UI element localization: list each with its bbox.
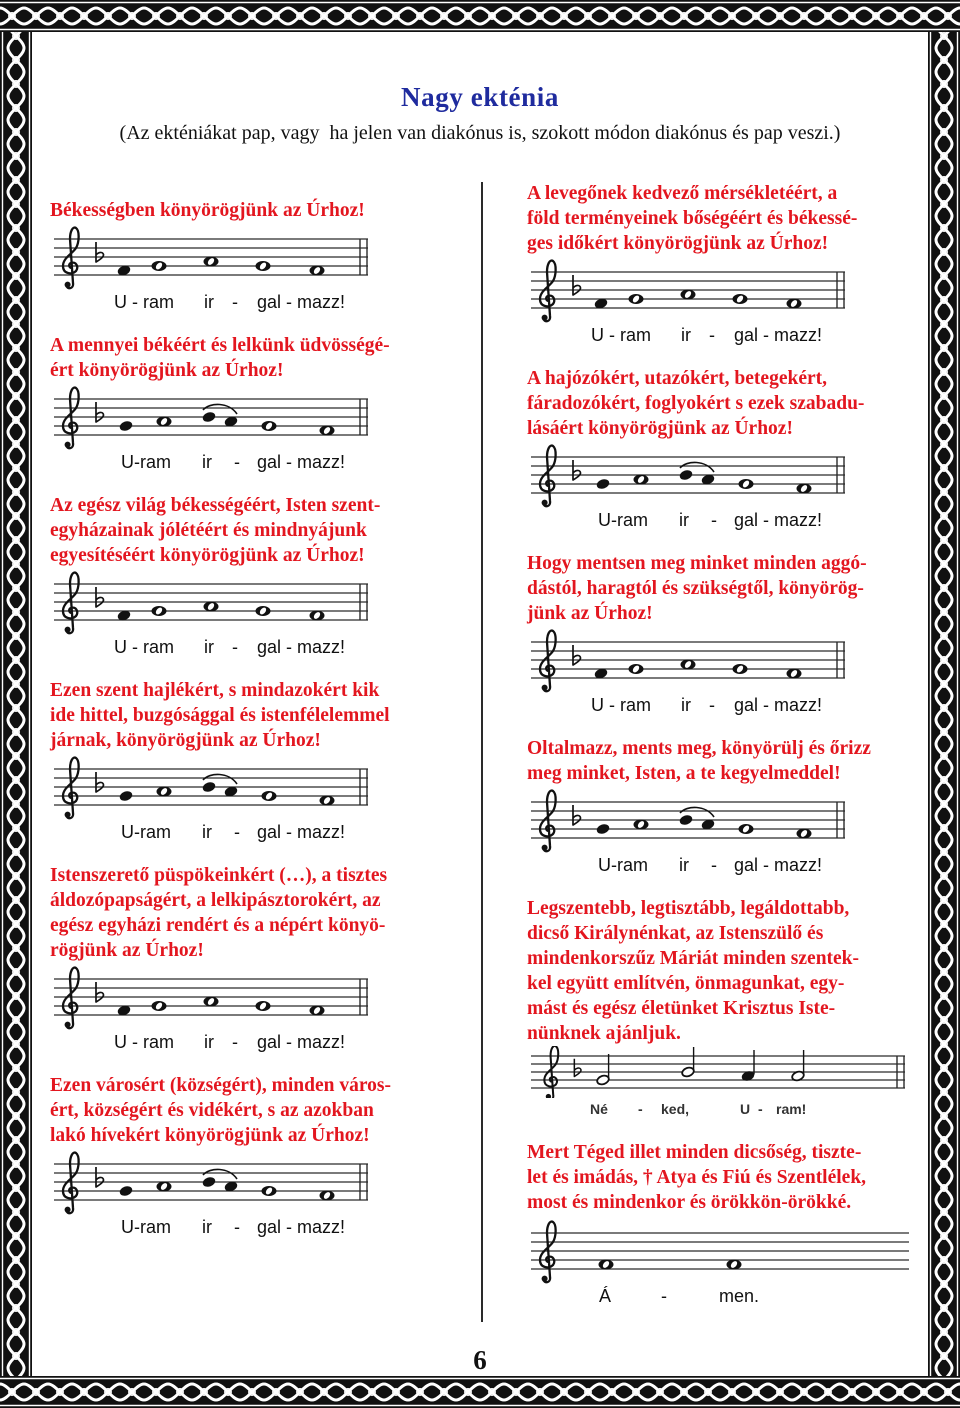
lyric-syllable: ir [202,1217,212,1237]
music-staff-block [531,626,922,694]
note [678,469,693,482]
petition-text-line: egyesítéséért könyörögjünk az Úrhoz! [50,545,365,566]
left-column [50,198,470,1258]
border-bottom [0,1376,960,1408]
petition-text-line: ges időkért könyörögjünk az Úrhoz! [527,233,829,254]
music-staff [54,223,372,291]
flat-sign-icon [96,587,104,607]
lyrics-line [54,1216,470,1238]
music-staff [531,1046,908,1098]
lyrics-line [531,509,922,531]
note [681,290,696,300]
note [201,781,216,794]
petition-text [527,181,922,256]
petition-text-line: egész egyházi rendért és a népért könyö- [50,915,386,936]
page-subtitle: (Az ekténiákat pap, vagy ha jelen van diakónus is, szokott módon diakónus és pap veszi.) [119,122,841,144]
note [320,796,335,806]
petition-text-line: let és imádás, † Atya és Fiú és Szentlélek, [527,1167,867,1188]
note [596,1054,610,1086]
music-staff-block [54,753,470,821]
lyric-syllable: - [234,822,240,842]
music-staff-block [531,1215,922,1285]
music-staff-block [54,568,470,636]
note [310,611,325,621]
treble-clef-icon [63,388,79,449]
treble-clef-icon [540,791,556,852]
lyric-syllable: - [232,292,238,312]
lyric-syllable: gal - mazz! [257,637,346,657]
lyric-syllable: ir [679,510,689,530]
flat-sign-icon [573,460,581,480]
petition-text-line: Az egész világ békességéért, Isten szent- [50,495,381,516]
note [320,1191,335,1201]
petition [527,551,922,716]
right-column [527,181,922,1327]
note [118,1185,133,1198]
slur [680,462,714,472]
flat-sign-icon [96,982,104,1002]
music-staff [54,568,372,636]
music-staff [54,963,372,1031]
petition [527,896,922,1120]
lyric-syllable: ir [679,855,689,875]
note [152,1001,167,1011]
lyrics-line [531,694,922,716]
lyric-syllable: - [711,510,717,530]
music-staff-block [531,786,922,854]
flat-sign-icon [96,772,104,792]
lyric-syllable: U-ram [121,1217,171,1237]
lyric-syllable: gal - mazz! [734,695,823,715]
treble-clef-icon [63,1153,79,1214]
lyric-syllable: - [711,855,717,875]
music-staff [54,753,372,821]
note [157,787,172,797]
note [262,421,277,431]
petition-text-line: mindenkorszűz Máriát minden szentek- [527,948,860,969]
petition-text [527,1140,922,1215]
treble-clef-icon [63,968,79,1029]
flat-sign-icon [573,275,581,295]
lyrics-line [54,291,470,313]
note [629,664,644,674]
note [320,426,335,436]
lyrics-line [531,1285,922,1307]
music-staff [531,441,849,509]
lyric-syllable: U - ram [591,325,651,345]
petition-text-line: most és mindenkor és örökkön-örökké. [527,1192,852,1213]
note [739,824,754,834]
note [256,261,271,271]
treble-clef-icon [63,228,79,289]
music-staff [531,1215,911,1285]
note [733,294,748,304]
lyric-syllable: gal - mazz! [734,325,823,345]
lyric-syllable: ir [681,695,691,715]
music-staff [531,786,849,854]
petition [50,1073,470,1238]
lyric-syllable: gal - mazz! [734,510,823,530]
lyric-syllable: ir [204,1032,214,1052]
note [629,294,644,304]
petition-text-line: Békességben könyörögjünk az Úrhoz! [50,200,365,221]
column-divider [481,182,483,1322]
petition [527,181,922,346]
lyric-syllable: U - ram [114,1032,174,1052]
music-staff-block [531,441,922,509]
border-right [928,32,960,1376]
petition-text-line: ért, községért és vidékért, s az azokban [50,1100,374,1121]
slur [203,1169,237,1179]
music-staff-block [54,223,470,291]
note [787,299,802,309]
petition-text-line: ide hittel, buzgósággal és istenfélelemmel [50,705,390,726]
lyric-syllable: - [661,1286,667,1306]
slur [203,404,237,414]
petition-text [527,736,922,786]
note [678,814,693,827]
petition-text [50,1073,470,1148]
petition-text-line: áldozópapságért, a lelkipásztorokért, az [50,890,381,911]
flat-sign-icon [96,1167,104,1187]
lyric-syllable: ked, [661,1101,690,1117]
note [797,829,812,839]
lyric-syllable: gal - mazz! [734,855,823,875]
lyric-syllable: gal - mazz! [257,1217,346,1237]
lyric-syllable: gal - mazz! [257,452,346,472]
lyric-syllable: - [758,1101,763,1117]
petition [50,863,470,1053]
slur [680,807,714,817]
flat-sign-icon [574,1059,581,1077]
staff-lines [531,1233,909,1269]
music-staff-block [54,383,470,451]
lyric-syllable: - [709,695,715,715]
note [262,791,277,801]
petition-text-line: nünknek ajánljuk. [527,1023,681,1044]
treble-clef-icon [63,758,79,819]
note [727,1260,742,1270]
lyric-syllable: ram! [776,1101,807,1117]
note [310,266,325,276]
treble-clef-icon [540,631,556,692]
lyrics-line [531,324,922,346]
note [201,411,216,424]
petition [527,366,922,531]
petition-text [50,198,470,223]
page-title: Nagy ekténia [401,82,559,112]
note [595,478,610,491]
music-staff-block [54,1148,470,1216]
border-top [0,0,960,32]
flat-sign-icon [96,402,104,422]
petition [527,736,922,876]
lyric-syllable: U [740,1101,751,1117]
lyric-syllable: U - ram [591,695,651,715]
petition-text-line: fáradozókért, foglyokért s ezek szabadu- [527,393,865,414]
note [733,664,748,674]
petition-text-line: dicső Királynénkat, az Istenszülő és [527,923,824,944]
flat-sign-icon [96,242,104,262]
petition-text-line: föld terményeinek bőségéért és békessé- [527,208,858,229]
petition [50,678,470,843]
note [204,602,219,612]
lyric-syllable: ir [204,637,214,657]
note [201,1176,216,1189]
lyric-syllable: U - ram [114,292,174,312]
petition-text-line: dástól, haragtól és szükségtől, könyörög- [527,578,864,599]
note [791,1050,805,1082]
note [595,823,610,836]
music-staff-block [54,963,470,1031]
petition-text-line: kel együtt említvén, önmagunkat, egy- [527,973,845,994]
note [739,479,754,489]
lyric-syllable: gal - mazz! [257,822,346,842]
lyrics-line [54,636,470,658]
music-staff-block [531,256,922,324]
lyric-syllable: - [234,452,240,472]
petition [50,198,470,313]
lyric-syllable: Á [599,1286,612,1306]
note [204,997,219,1007]
petition-text-line: lakó hívekért könyörögjünk az Úrhoz! [50,1125,370,1146]
petition-text-line: ért könyörögjünk az Úrhoz! [50,360,284,381]
music-staff [54,1148,372,1216]
lyrics-line [531,854,922,876]
petition-text-line: A mennyei békéért és lelkünk üdvösségé- [50,335,390,356]
lyrics-line [531,1098,922,1120]
note [310,1006,325,1016]
staff-lines [531,1056,905,1088]
lyric-syllable: ir [681,325,691,345]
petition-text-line: járnak, könyörögjünk az Úrhoz! [50,730,321,751]
petition-text-line: jünk az Úrhoz! [527,603,653,624]
petition-text [50,863,470,963]
note [118,790,133,803]
petition-text-line: Ezen szent hajlékért, s mindazokért kik [50,680,380,701]
lyric-syllable: U - ram [114,637,174,657]
petition-text [50,333,470,383]
petition-text [527,896,922,1046]
lyric-syllable: ir [204,292,214,312]
note [787,669,802,679]
note [262,1186,277,1196]
petition-text-line: Istenszerető püspökeinkért (…), a tisztes [50,865,388,886]
slur [203,774,237,784]
lyric-syllable: gal - mazz! [257,1032,346,1052]
note [797,484,812,494]
lyric-syllable: - [232,637,238,657]
petition [527,1140,922,1307]
petition-text-line: egyházainak jólétéért és mindnyájunk [50,520,367,541]
petition-text-line: Legszentebb, legtisztább, legáldottabb, [527,898,850,919]
note [152,261,167,271]
petition-text-line: A levegőnek kedvező mérsékletéért, a [527,183,838,204]
music-staff [531,256,849,324]
note [152,606,167,616]
flat-sign-icon [573,645,581,665]
music-staff [531,626,849,694]
lyric-syllable: Né [590,1101,608,1117]
lyric-syllable: gal - mazz! [257,292,346,312]
note [681,660,696,670]
petition [50,333,470,473]
petition-text [527,366,922,441]
petition-text-line: Hogy mentsen meg minket minden aggó- [527,553,867,574]
lyric-syllable: - [638,1101,643,1117]
petition-text-line: lásáért könyörögjünk az Úrhoz! [527,418,793,439]
petition-text-line: rögjünk az Úrhoz! [50,940,204,961]
note [740,1050,755,1082]
lyric-syllable: U-ram [121,822,171,842]
lyric-syllable: U-ram [598,510,648,530]
lyrics-line [54,821,470,843]
lyric-syllable: U-ram [121,452,171,472]
lyric-syllable: men. [719,1286,760,1306]
flat-sign-icon [573,805,581,825]
petition-text-line: Mert Téged illet minden dicsőség, tiszte- [527,1142,862,1163]
lyric-syllable: - [234,1217,240,1237]
treble-clef-icon [540,261,556,322]
note [157,1182,172,1192]
note [634,475,649,485]
petition [50,493,470,658]
petition-text-line: meg minket, Isten, a te kegyelmeddel! [527,763,841,784]
lyrics-line [54,451,470,473]
music-staff-block [531,1046,922,1098]
lyrics-line [54,1031,470,1053]
petition-text [50,678,470,753]
note [157,417,172,427]
lyric-syllable: - [709,325,715,345]
treble-clef-icon [540,446,556,507]
music-staff [54,383,372,451]
petition-text-line: Ezen városért (községért), minden város- [50,1075,392,1096]
petition-text [50,493,470,568]
note [634,820,649,830]
note [204,257,219,267]
petition-text-line: mást és egész életünket Krisztus Iste- [527,998,836,1019]
border-left [0,32,32,1376]
petition-text-line: Oltalmazz, ments meg, könyörülj és őrizz [527,738,871,759]
note [256,1001,271,1011]
note [599,1260,614,1270]
lyric-syllable: - [232,1032,238,1052]
treble-clef-icon [540,1222,556,1283]
lyric-syllable: ir [202,822,212,842]
petition-text-line: A hajózókért, utazókért, betegekért, [527,368,827,389]
note [256,606,271,616]
lyric-syllable: U-ram [598,855,648,875]
treble-clef-icon [63,573,79,634]
page-number: 6 [473,1345,487,1375]
petition-text [527,551,922,626]
note [681,1047,695,1078]
lyric-syllable: ir [202,452,212,472]
note [118,420,133,433]
